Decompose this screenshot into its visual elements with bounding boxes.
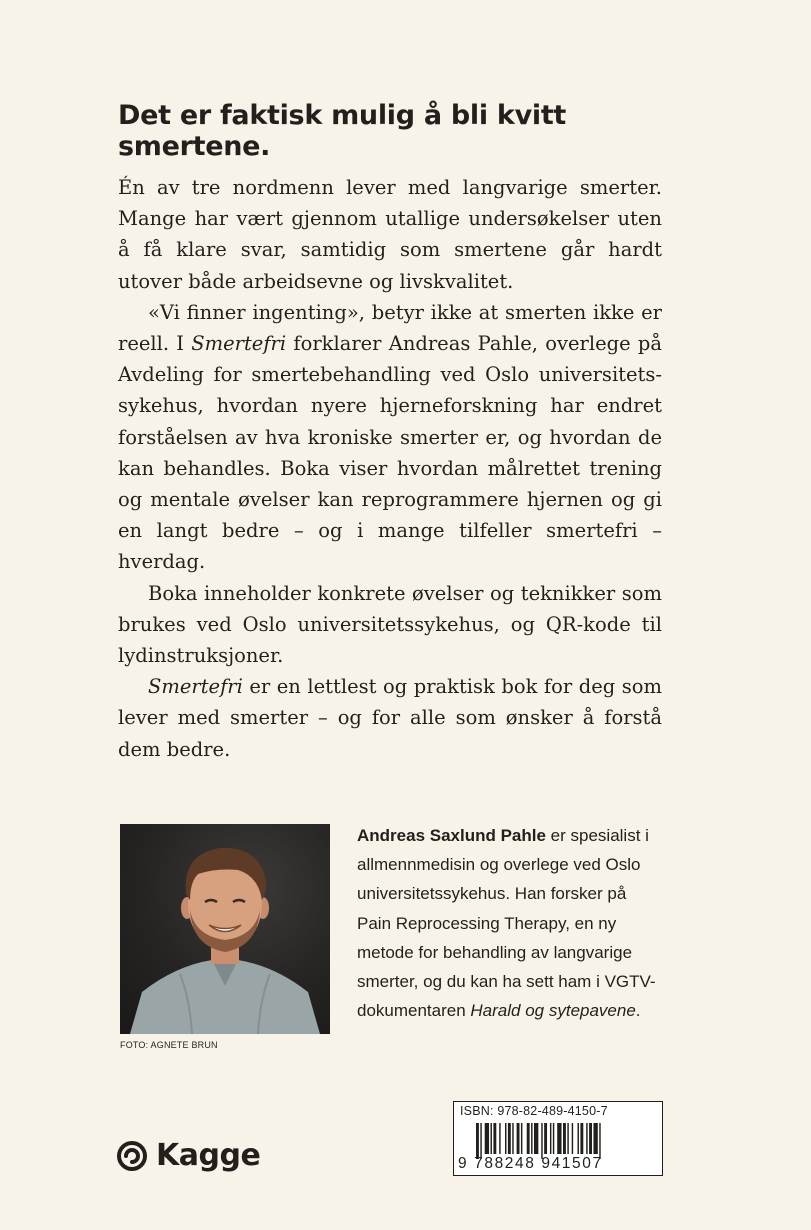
barcode-bar: [531, 1123, 532, 1154]
barcode-bar: [476, 1123, 479, 1159]
author-photo: [120, 824, 330, 1034]
blurb-p2-text-a: «Vi finner ingenting», betyr ikke at smerten ikke er reell. I: [118, 300, 662, 356]
barcode-bar: [586, 1123, 587, 1154]
barcode-bar: [534, 1123, 538, 1154]
headline: Det er faktisk mulig å bli kvitt smertene.: [118, 100, 567, 162]
barcode-bar: [480, 1123, 481, 1159]
blurb-paragraph-3: Boka inneholder konkrete øvelser og teknikker som brukes ved Oslo universitetssykehus, og QR-kode til lydinstruksjoner.: [118, 581, 662, 668]
barcode-bar: [572, 1123, 573, 1154]
barcode-bar: [580, 1123, 583, 1154]
isbn-barcode: [453, 1101, 663, 1176]
barcode-bar: [505, 1123, 506, 1154]
blurb-p4-text: er en lettlest og praktisk bok for deg som lever med smerter – og for alle som ønsker å forstå dem bedre.: [118, 675, 662, 761]
author-name: Andreas Saxlund Pahle: [357, 826, 546, 845]
book-title-italic: Smertefri: [191, 332, 287, 356]
blurb-paragraph-2: [118, 297, 662, 578]
barcode-bar: [589, 1123, 592, 1154]
barcode-bar: [521, 1123, 522, 1154]
documentary-title: Harald og sytepavene: [470, 1001, 636, 1021]
barcode-bar: [485, 1123, 489, 1154]
publisher-name: Kagge: [156, 1138, 261, 1173]
author-bio: [357, 821, 663, 1025]
author-bio-end: .: [635, 1001, 641, 1021]
isbn-label: ISBN: 978-82-489-4150-7: [460, 1104, 608, 1118]
blurb-paragraph-4: [118, 671, 662, 765]
book-title-italic: Smertefri: [148, 675, 243, 699]
barcode-bar: [527, 1123, 530, 1154]
blurb-paragraph-1: Én av tre nordmenn lever med langvarige smerter. Mange har vært gjennom utallige undersøkelser uten å få klare svar, samtidig som smertene går hardt utover både arbeidsevne og livskvalitet.: [118, 176, 662, 293]
barcode-bar: [541, 1123, 542, 1159]
back-cover-blurb: [118, 172, 662, 765]
barcode-bar: [544, 1123, 547, 1154]
barcode-bar: [508, 1123, 511, 1154]
blurb-p2-text-b: forklarer Andreas Pahle, overlege på Avdeling for smertebehandling ved Oslo universitetssykehus, hvordan nyere hjerneforskning har endret forståelsen av hva kroniske smerter er, og hvordan de kan behandles. Boka viser hvordan målrettet trening og mentale øvelser kan reprogrammere hjernen og gi en langt bedre – og i mange tilfeller smertefri – hverdag.: [118, 332, 662, 574]
barcode-bar: [593, 1123, 597, 1154]
barcode-bar: [491, 1123, 492, 1154]
barcode-digits: 9 788248 941507: [458, 1155, 603, 1172]
barcode-bar: [599, 1123, 600, 1159]
barcode-bar: [550, 1123, 551, 1154]
publisher-logo: [116, 1138, 260, 1173]
barcode-bar: [567, 1123, 568, 1154]
author-bio-text: er spesialist i allmennmedisin og overlege ved Oslo universitetssykehus. Han forsker på Pain Reprocessing Therapy, en ny metode for behandling av langvarige smerter, og du kan ha sett ham i VGTV-dokumentaren: [357, 826, 656, 1021]
barcode-bar: [493, 1123, 496, 1154]
barcode-bar: [553, 1123, 554, 1154]
barcode-bar: [499, 1123, 500, 1154]
barcode-bar: [557, 1123, 561, 1154]
barcode-bar: [512, 1123, 513, 1154]
photo-credit: FOTO: AGNETE BRUN: [120, 1040, 218, 1050]
barcode-bar: [517, 1123, 520, 1154]
author-portrait-illustration: [120, 824, 330, 1034]
barcode-bar: [563, 1123, 566, 1154]
barcode-bar: [578, 1123, 579, 1154]
spiral-icon: [116, 1140, 148, 1172]
